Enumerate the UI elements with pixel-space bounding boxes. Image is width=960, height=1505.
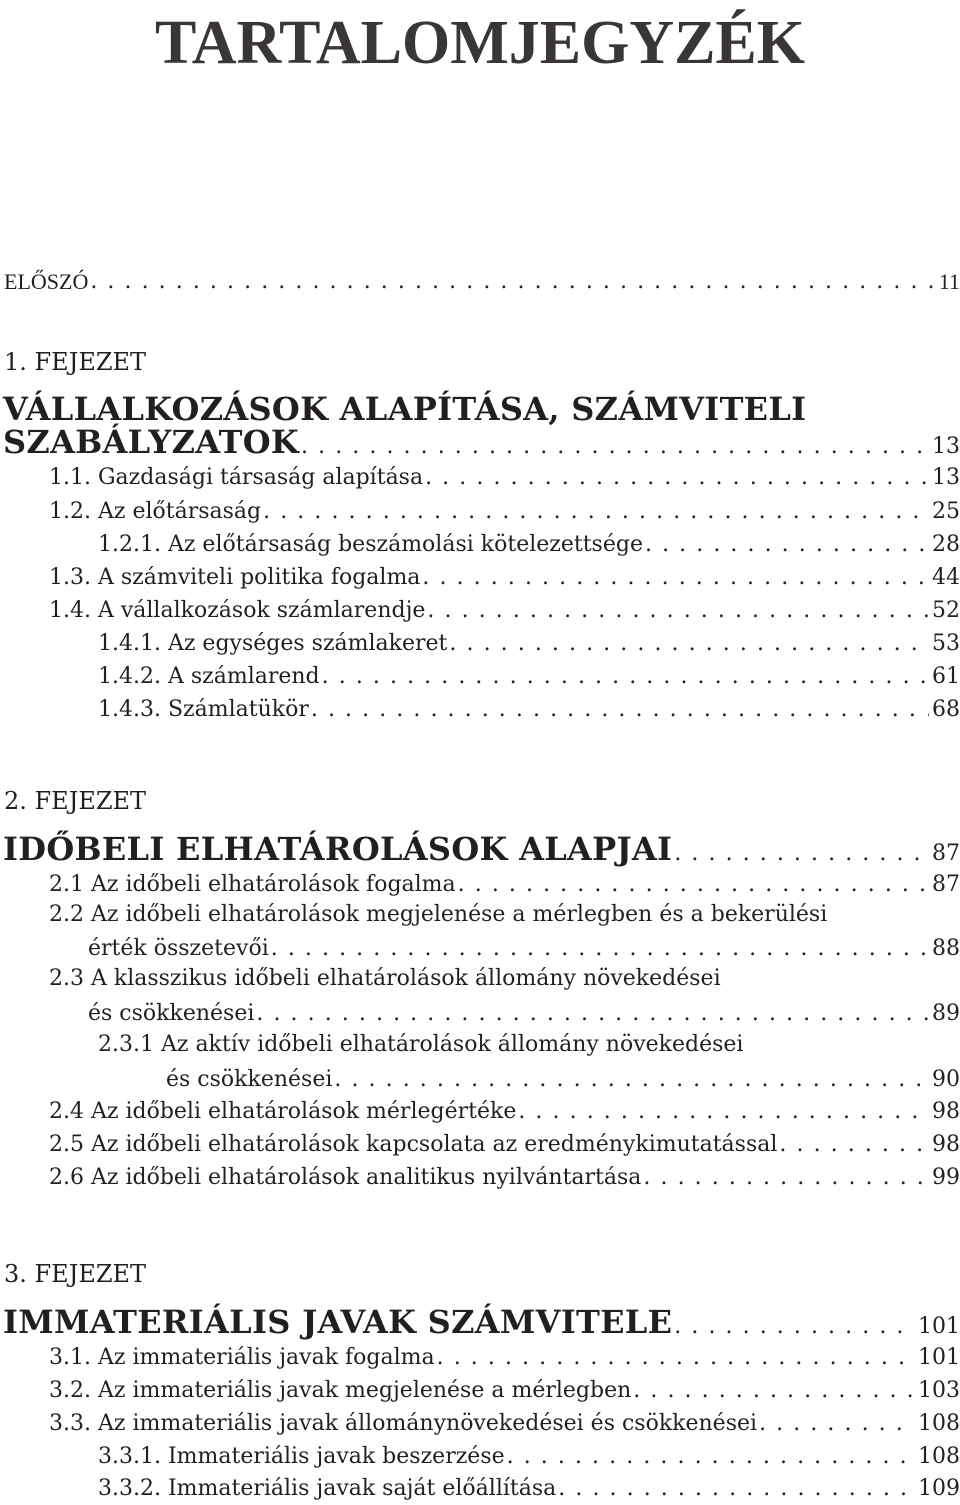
toc-entry[interactable]	[0, 1340, 960, 1372]
toc-entry-label: 1.3. A számviteli politika fogalma	[49, 565, 421, 590]
toc-entry-label: 1.4.3. Számlatükör	[98, 697, 309, 722]
toc-entry-page: 101	[918, 1345, 960, 1370]
toc-entry-page: 108	[918, 1444, 960, 1469]
toc-entry-page: 28	[932, 532, 960, 557]
toc-entry-label: 2.4 Az időbeli elhatárolások mérlegértéke	[49, 1099, 517, 1124]
toc-entry-label: 3.3.2. Immateriális javak saját előállítása	[98, 1476, 557, 1501]
toc-entry-label: 1.2. Az előtársaság	[49, 499, 262, 524]
toc-entry[interactable]	[0, 460, 960, 492]
toc-entry-page: 98	[932, 1132, 960, 1157]
toc-entry-label: 1.4.2. A számlarend	[98, 664, 320, 689]
toc-entry-label: 1.2.1. Az előtársaság beszámolási kötelezettsége	[98, 532, 643, 557]
toc-entry[interactable]	[0, 1471, 960, 1503]
toc-entry-page: 90	[932, 1067, 960, 1092]
toc-entry-page: 13	[932, 465, 960, 490]
toc-entry-page: 89	[932, 1001, 960, 1026]
toc-entry[interactable]	[0, 593, 960, 625]
toc-entry-label: 3.3.1. Immateriális javak beszerzése	[98, 1444, 505, 1469]
toc-entry-label: 1.4. A vállalkozások számlarendje	[49, 598, 426, 623]
toc-entry-label: 2.5 Az időbeli elhatárolások kapcsolata az eredménykimutatással	[49, 1132, 778, 1157]
chapter-title: IMMATERIÁLIS JAVAK SZÁMVITELE	[3, 1303, 673, 1341]
toc-entry-foreword[interactable]	[0, 264, 960, 296]
dot-leader	[558, 1475, 915, 1503]
toc-entry-page: 68	[932, 697, 960, 722]
dot-leader	[425, 464, 929, 492]
dot-leader	[674, 1313, 915, 1341]
dot-leader	[458, 871, 929, 899]
toc-entry-page: 61	[932, 664, 960, 689]
dot-leader	[90, 268, 935, 296]
toc-entry-page: 11	[938, 269, 960, 294]
toc-entry-page: 13	[932, 434, 960, 459]
dot-leader	[422, 564, 929, 592]
dot-leader	[633, 1377, 915, 1405]
toc-entry-label: 1.4.1. Az egységes számlakeret	[98, 631, 448, 656]
dot-leader	[779, 1131, 929, 1159]
toc-entry[interactable]	[0, 1062, 960, 1094]
toc-entry-page: 87	[932, 872, 960, 897]
dot-leader	[507, 1443, 915, 1471]
toc-entry[interactable]	[0, 1373, 960, 1405]
toc-entry[interactable]	[0, 1127, 960, 1159]
toc-entry-label: 3.3. Az immateriális javak állománynövekedései és csökkenései	[49, 1411, 758, 1436]
toc-entry-page: 103	[918, 1378, 960, 1403]
dot-leader	[322, 663, 929, 691]
toc-entry[interactable]	[0, 1160, 960, 1192]
toc-entry-page: 53	[932, 631, 960, 656]
toc-entry-page: 52	[932, 598, 960, 623]
dot-leader	[334, 1066, 929, 1094]
toc-entry[interactable]	[0, 1094, 960, 1126]
dot-leader	[263, 498, 929, 526]
toc-entry[interactable]	[0, 560, 960, 592]
toc-entry-chapter-2[interactable]	[0, 830, 960, 868]
toc-entry[interactable]	[0, 626, 960, 658]
dot-leader	[301, 433, 929, 461]
toc-entry[interactable]	[0, 931, 960, 963]
dot-leader	[674, 840, 929, 868]
dot-leader	[256, 1000, 929, 1028]
toc-entry-page: 109	[918, 1476, 960, 1501]
dot-leader	[759, 1410, 915, 1438]
dot-leader	[645, 531, 929, 559]
toc-entry-label: és csökkenései	[88, 1001, 255, 1026]
dot-leader	[518, 1098, 929, 1126]
toc-entry-label: és csökkenései	[166, 1067, 333, 1092]
dot-leader	[427, 597, 929, 625]
dot-leader	[643, 1164, 929, 1192]
toc-entry-page: 98	[932, 1099, 960, 1124]
page-title: TARTALOMJEGYZÉK	[154, 9, 806, 77]
toc-entry-chapter-1[interactable]	[0, 423, 960, 461]
dot-leader	[437, 1344, 915, 1372]
toc-entry[interactable]	[0, 996, 960, 1028]
toc-entry-page: 25	[932, 499, 960, 524]
dot-leader	[311, 696, 929, 724]
toc-entry-chapter-3[interactable]	[0, 1303, 960, 1341]
dot-leader	[271, 935, 929, 963]
toc-entry-page: 44	[932, 565, 960, 590]
toc-entry-label: 2.2 Az időbeli elhatárolások megjelenése a mérlegben és a bekerülési	[49, 902, 828, 927]
chapter-title: SZABÁLYZATOK	[3, 423, 300, 461]
toc-entry-page: 101	[918, 1314, 960, 1339]
toc-entry-label: 2.1 Az időbeli elhatárolások fogalma	[49, 872, 456, 897]
toc-entry-label: 3.1. Az immateriális javak fogalma	[49, 1345, 435, 1370]
toc-entry-label: 3.2. Az immateriális javak megjelenése a mérlegben	[49, 1378, 632, 1403]
chapter-number: 2. FEJEZET	[4, 787, 147, 815]
toc-entry[interactable]	[0, 527, 960, 559]
toc-entry-page: 88	[932, 936, 960, 961]
toc-entry[interactable]	[0, 659, 960, 691]
toc-entry[interactable]	[0, 692, 960, 724]
toc-entry-page: 99	[932, 1165, 960, 1190]
chapter-title: IDŐBELI ELHATÁROLÁSOK ALAPJAI	[3, 830, 673, 868]
toc-entry[interactable]	[0, 494, 960, 526]
chapter-number: 3. FEJEZET	[4, 1260, 147, 1288]
toc-entry[interactable]	[0, 1406, 960, 1438]
toc-entry[interactable]	[0, 867, 960, 899]
toc-entry-label: 2.3.1 Az aktív időbeli elhatárolások állomány növekedései	[98, 1032, 744, 1057]
toc-entry-page: 87	[932, 841, 960, 866]
toc-entry-label: 1.1. Gazdasági társaság alapítása	[49, 465, 424, 490]
chapter-number: 1. FEJEZET	[4, 348, 147, 376]
toc-entry[interactable]	[0, 1439, 960, 1471]
toc-entry-label: ELŐSZÓ	[4, 269, 89, 294]
toc-entry-label: érték összetevői	[88, 936, 269, 961]
toc-entry-label: 2.3 A klasszikus időbeli elhatárolások állomány növekedései	[49, 966, 721, 991]
toc-entry-label: 2.6 Az időbeli elhatárolások analitikus nyilvántartása	[49, 1165, 642, 1190]
dot-leader	[449, 630, 929, 658]
toc-entry-page: 108	[918, 1411, 960, 1436]
chapter-title: VÁLLALKOZÁSOK ALAPÍTÁSA, SZÁMVITELI	[3, 390, 807, 428]
